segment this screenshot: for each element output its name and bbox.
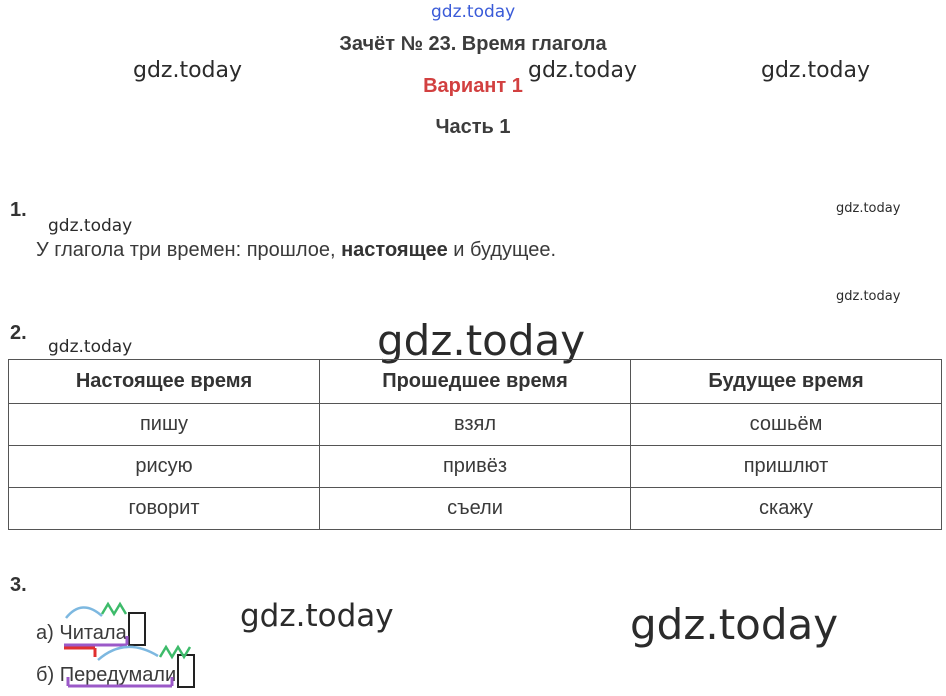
item-letter: а) (36, 622, 54, 644)
task1-text-bold: настоящее (341, 239, 448, 261)
suffix-mark (160, 647, 190, 657)
task1-text-before: У глагола три времен: прошлое, (36, 239, 342, 261)
table-cell: пишу (9, 404, 320, 446)
table-cell: съели (320, 488, 631, 530)
watermark: gdz.today (431, 2, 516, 22)
watermark: gdz.today (240, 598, 394, 634)
table-cell: привёз (320, 446, 631, 488)
watermark: gdz.today (133, 58, 243, 83)
suffix-mark (102, 604, 126, 614)
task1-number: 1. (10, 199, 27, 221)
watermark: gdz.today (836, 201, 901, 216)
header-present: Настоящее время (9, 360, 320, 404)
variant-label: Вариант 1 (423, 75, 523, 97)
task3-number: 3. (10, 574, 27, 596)
watermark: gdz.today (761, 58, 871, 83)
morph-word: Передумали (59, 664, 177, 686)
table-cell: говорит (9, 488, 320, 530)
item-letter: б) (36, 664, 55, 686)
table-cell: скажу (631, 488, 942, 530)
watermark: gdz.today (836, 289, 901, 304)
task1-text-after: и будущее. (447, 239, 557, 261)
page-title: Зачёт № 23. Время глагола (339, 33, 607, 55)
root-arc-mark (98, 647, 158, 660)
watermark: gdz.today (48, 216, 133, 236)
watermark: gdz.today (377, 316, 586, 365)
table-cell: рисую (9, 446, 320, 488)
watermark: gdz.today (528, 58, 638, 83)
table-cell: сошьём (631, 404, 942, 446)
watermark: gdz.today (630, 600, 839, 649)
table-cell: пришлют (631, 446, 942, 488)
task2-number: 2. (10, 322, 27, 344)
morph-word: Читала (59, 622, 127, 644)
part-label: Часть 1 (435, 116, 511, 138)
header-past: Прошедшее время (320, 360, 631, 404)
watermark: gdz.today (48, 337, 133, 357)
root-arc-mark (66, 607, 102, 618)
header-future: Будущее время (631, 360, 942, 404)
table-cell: взял (320, 404, 631, 446)
